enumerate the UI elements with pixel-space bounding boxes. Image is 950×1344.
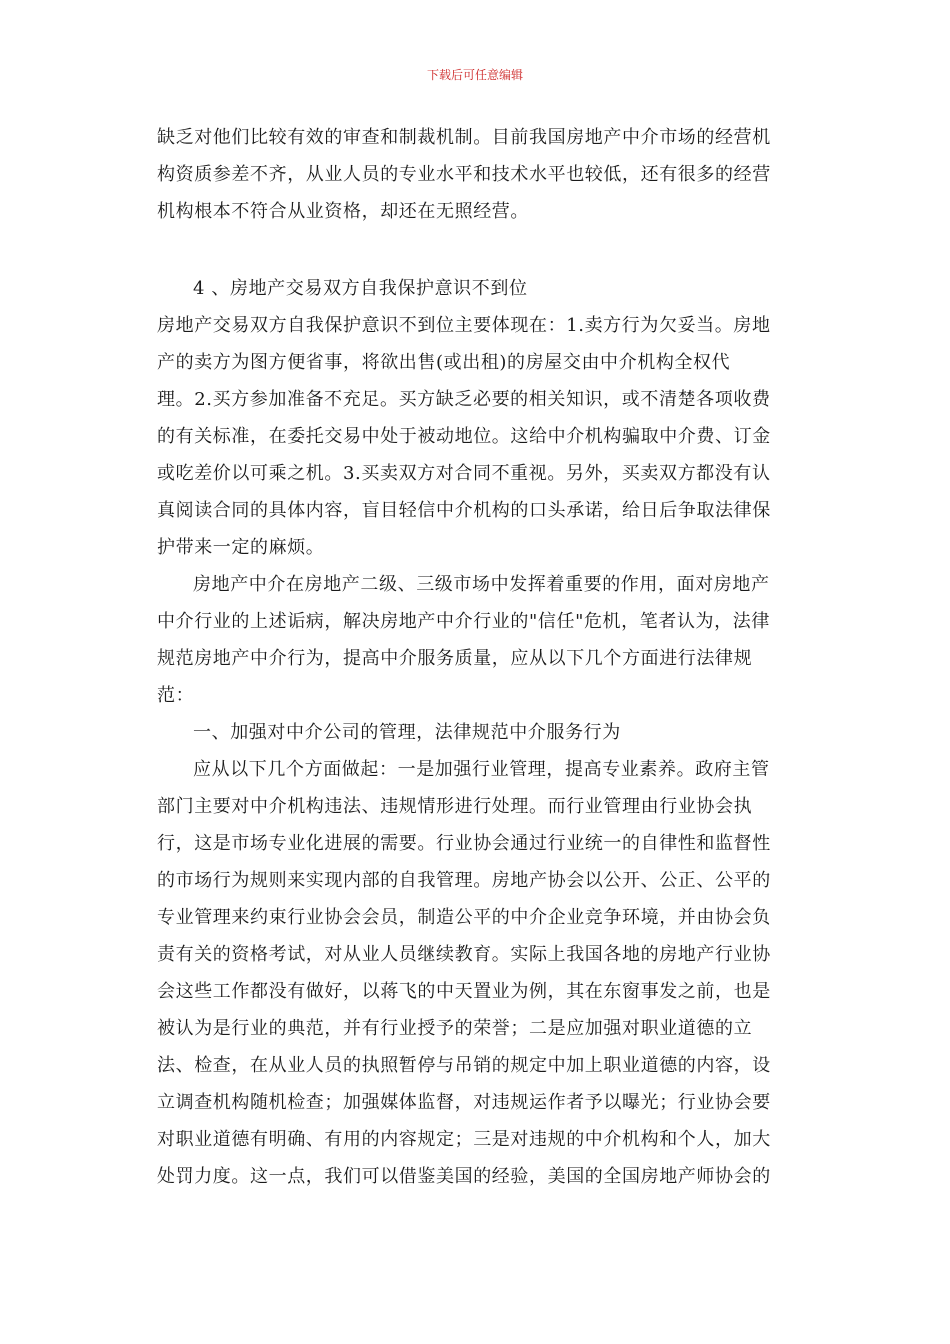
text-line: 专业管理来约束行业协会会员，制造公平的中介企业竞争环境，并由协会负 [157,907,771,928]
section-heading: 一、加强对中介公司的管理，法律规范中介服务行为 [193,722,621,743]
text-line: 或吃差价以可乘之机。3.买卖双方对合同不重视。另外，买卖双方都没有认 [157,463,771,484]
text-line: 的市场行为规则来实现内部的自我管理。房地产协会以公开、公正、公平的 [157,870,771,891]
text-line: 中介行业的上述诟病，解决房地产中介行业的"信任"危机，笔者认为，法律 [157,611,770,632]
header-note: 下载后可任意编辑 [426,68,523,82]
text-line: 理。2.买方参加准备不充足。买方缺乏必要的相关知识，或不清楚各项收费 [157,389,771,410]
text-line: 会这些工作都没有做好，以蒋飞的中天置业为例，其在东窗事发之前，也是 [157,981,771,1002]
text-line: 的有关标准，在委托交易中处于被动地位。这给中介机构骗取中介费、订金 [157,426,771,447]
text-line: 构资质参差不齐，从业人员的专业水平和技术水平也较低，还有很多的经营 [157,164,771,185]
text-line: 护带来一定的麻烦。 [157,537,325,558]
text-line: 真阅读合同的具体内容，盲目轻信中介机构的口头承诺，给日后争取法律保 [157,500,771,521]
text-line: 应从以下几个方面做起：一是加强行业管理，提高专业素养。政府主管 [193,759,770,780]
text-line: 缺乏对他们比较有效的审查和制裁机制。目前我国房地产中介市场的经营机 [157,127,771,148]
text-line: 处罚力度。这一点，我们可以借鉴美国的经验，美国的全国房地产师协会的 [157,1166,771,1187]
text-line: 房地产交易双方自我保护意识不到位主要体现在：1.卖方行为欠妥当。房地 [157,315,771,336]
text-line: 部门主要对中介机构违法、违规情形进行处理。而行业管理由行业协会执 [157,796,753,817]
text-line: 机构根本不符合从业资格，却还在无照经营。 [157,201,529,222]
text-line: 范： [157,685,195,706]
text-line: 规范房地产中介行为，提高中介服务质量，应从以下几个方面进行法律规 [157,648,753,669]
text-line: 产的卖方为图方便省事，将欲出售(或出租)的房屋交由中介机构全权代 [157,352,731,373]
text-line: 责有关的资格考试，对从业人员继续教育。实际上我国各地的房地产行业协 [157,944,771,965]
section-heading: 4 、房地产交易双方自我保护意识不到位 [193,278,528,299]
text-line: 法、检查，在从业人员的执照暂停与吊销的规定中加上职业道德的内容，设 [157,1055,771,1076]
text-line: 房地产中介在房地产二级、三级市场中发挥着重要的作用，面对房地产 [193,574,770,595]
text-line: 对职业道德有明确、有用的内容规定；三是对违规的中介机构和个人，加大 [157,1129,771,1150]
text-line: 被认为是行业的典范，并有行业授予的荣誉；二是应加强对职业道德的立 [157,1018,753,1039]
text-line: 行，这是市场专业化进展的需要。行业协会通过行业统一的自律性和监督性 [157,833,771,854]
text-line: 立调查机构随机检查；加强媒体监督，对违规运作者予以曝光；行业协会要 [157,1092,771,1113]
